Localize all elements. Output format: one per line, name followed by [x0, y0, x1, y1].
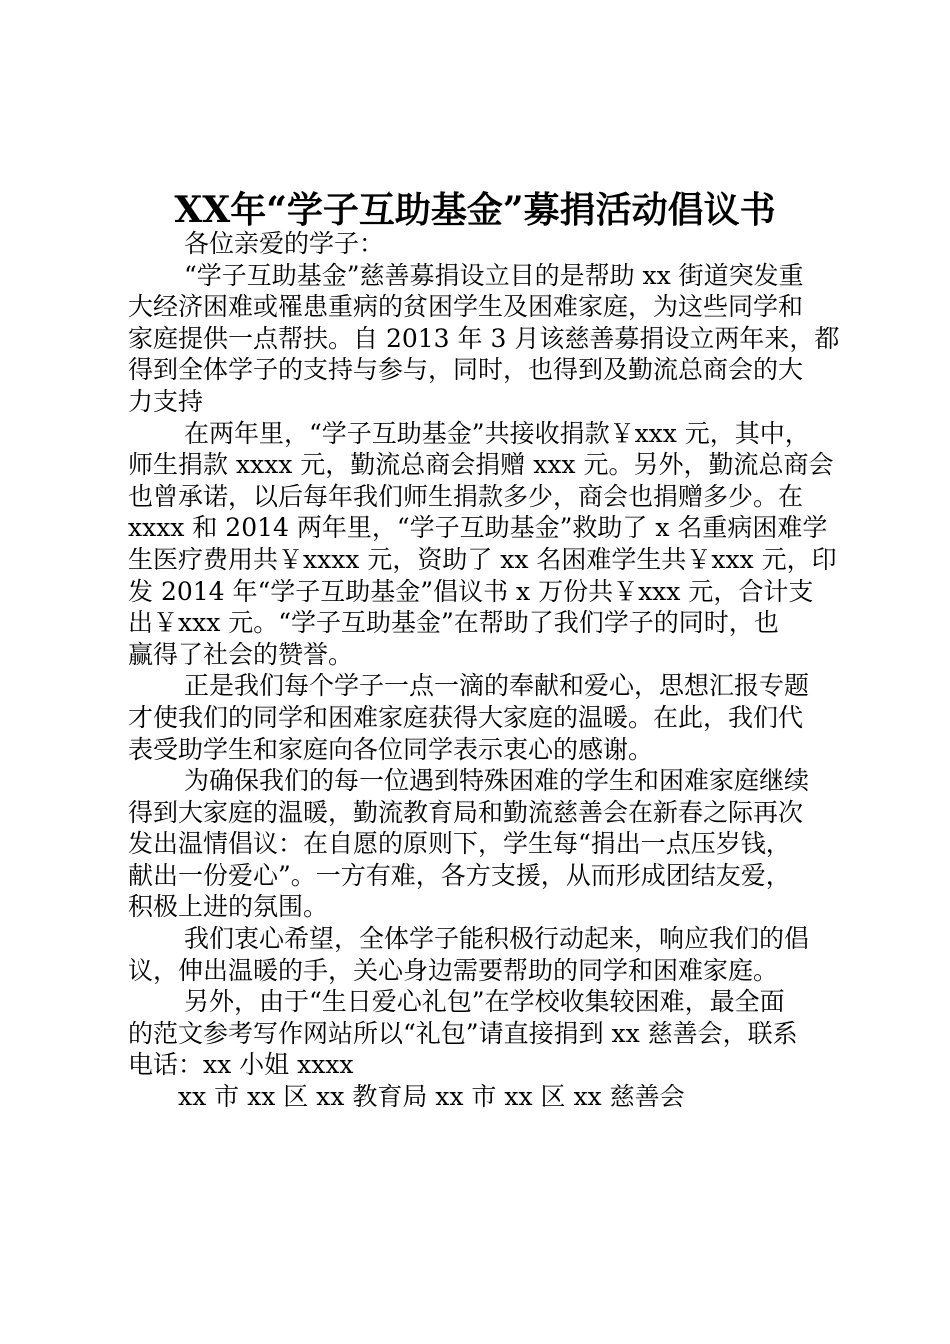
text-line: 也曾承诺，以后每年我们师生捐款多少，商会也捐赠多少。在 [128, 481, 804, 511]
text-line: 生医疗费用共￥xxxx 元，资助了 xx 名困难学生共￥xxx 元，印 [128, 544, 837, 574]
text-line: 各位亲爱的学子： [184, 229, 385, 258]
text-line: 才使我们的同学和困难家庭获得大家庭的温暖。在此，我们代 [128, 702, 804, 732]
text-line: 赢得了社会的赞誉。 [128, 639, 354, 669]
document-title: XX年“学子互助基金”募捐活动倡议书 [174, 189, 776, 231]
text-line: 献出一份爱心”。一方有难，各方支援，从而形成团结友爱， [128, 860, 791, 890]
text-line: “学子互助基金”慈善募捐设立目的是帮助 xx 街道突发重 [184, 260, 804, 290]
text-line: 出￥xxx 元。“学子互助基金”在帮助了我们学子的同时，也 [128, 608, 779, 638]
signature-line: xx 市 xx 区 xx 教育局 xx 市 xx 区 xx 慈善会 [178, 1082, 685, 1112]
document-body [128, 228, 840, 1113]
text-line: 得到全体学子的支持与参与，同时，也得到及勤流总商会的大 [128, 355, 804, 385]
text-line: 家庭提供一点帮扶。自 2013 年 3 月该慈善募捐设立两年来，都 [128, 323, 840, 353]
text-line: 在两年里，“学子互助基金”共接收捐款￥xxx 元，其中， [184, 418, 810, 448]
text-line: 力支持 [128, 386, 204, 416]
text-line: 议，伸出温暖的手，关心身边需要帮助的同学和困难家庭。 [128, 955, 779, 985]
text-line: xxxx 和 2014 两年里，“学子互助基金”救助了 x 名重病困难学 [128, 513, 828, 543]
text-line: 为确保我们的每一位遇到特殊困难的学生和困难家庭继续 [184, 766, 810, 796]
text-line: 师生捐款 xxxx 元，勤流总商会捐赠 xxx 元。另外，勤流总商会 [128, 450, 834, 480]
text-line: 另外，由于“生日爱心礼包”在学校收集较困难，最全面 [184, 987, 785, 1017]
text-line: 正是我们每个学子一点一滴的奉献和爱心，思想汇报专题 [184, 671, 810, 701]
text-line: 得到大家庭的温暖，勤流教育局和勤流慈善会在新春之际再次 [128, 797, 804, 827]
text-line: 的范文参考写作网站所以“礼包”请直接捐到 xx 慈善会，联系 [128, 1018, 798, 1048]
text-line: 积极上进的氛围。 [128, 892, 329, 922]
text-line: 我们衷心希望，全体学子能积极行动起来，响应我们的倡 [184, 924, 810, 954]
text-line: 表受助学生和家庭向各位同学表示衷心的感谢。 [128, 734, 654, 764]
text-line: 电话：xx 小姐 xxxx [128, 1050, 354, 1080]
text-line: 大经济困难或罹患重病的贫困学生及困难家庭，为这些同学和 [128, 292, 804, 322]
text-line: 发 2014 年“学子互助基金”倡议书 x 万份共￥xxx 元，合计支 [128, 576, 814, 606]
text-line: 发出温情倡议：在自愿的原则下，学生每“捐出一点压岁钱， [128, 829, 791, 859]
